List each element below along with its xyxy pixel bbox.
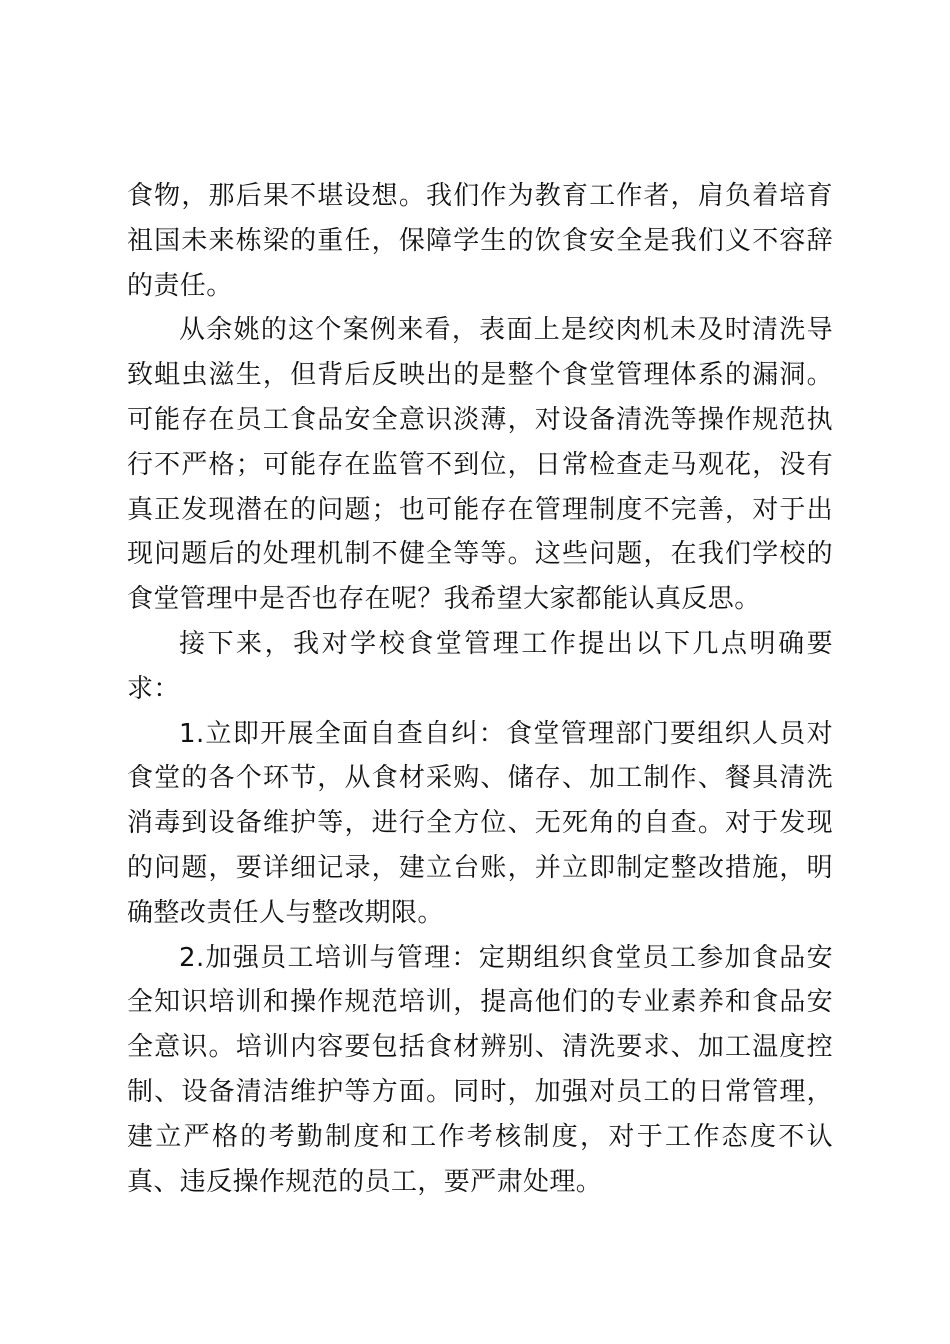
document-body (127, 174, 833, 1204)
paragraph-requirement-1: 1.立即开展全面自查自纠：食堂管理部门要组织人员对食堂的各个环节，从食材采购、储存、加工制作、餐具清洗消毒到设备维护等，进行全方位、无死角的自查。对于发现的问题，要详细记录，建立台账，并立即制定整改措施，明确整改责任人与整改期限。 (127, 718, 833, 928)
paragraph-requirement-2: 2.加强员工培训与管理：定期组织食堂员工参加食品安全知识培训和操作规范培训，提高他们的专业素养和食品安全意识。培训内容要包括食材辨别、清洗要求、加工温度控制、设备清洁维护等方面。同时，加强对员工的日常管理，建立严格的考勤制度和工作考核制度，对于工作态度不认真、违反操作规范的员工，要严肃处理。 (127, 942, 833, 1197)
paragraph-case-analysis: 从余姚的这个案例来看，表面上是绞肉机未及时清洗导致蛆虫滋生，但背后反映出的是整个食堂管理体系的漏洞。可能存在员工食品安全意识淡薄，对设备清洗等操作规范执行不严格；可能存在监管不到位，日常检查走马观花，没有真正发现潜在的问题；也可能存在管理制度不完善，对于出现问题后的处理机制不健全等等。这些问题，在我们学校的食堂管理中是否也存在呢？我希望大家都能认真反思。 (127, 315, 833, 615)
paragraph-continuation: 食物，那后果不堪设想。我们作为教育工作者，肩负着培育祖国未来栋梁的重任，保障学生的饮食安全是我们义不容辞的责任。 (127, 181, 833, 301)
paragraph-requirements-intro: 接下来，我对学校食堂管理工作提出以下几点明确要求： (127, 628, 833, 704)
